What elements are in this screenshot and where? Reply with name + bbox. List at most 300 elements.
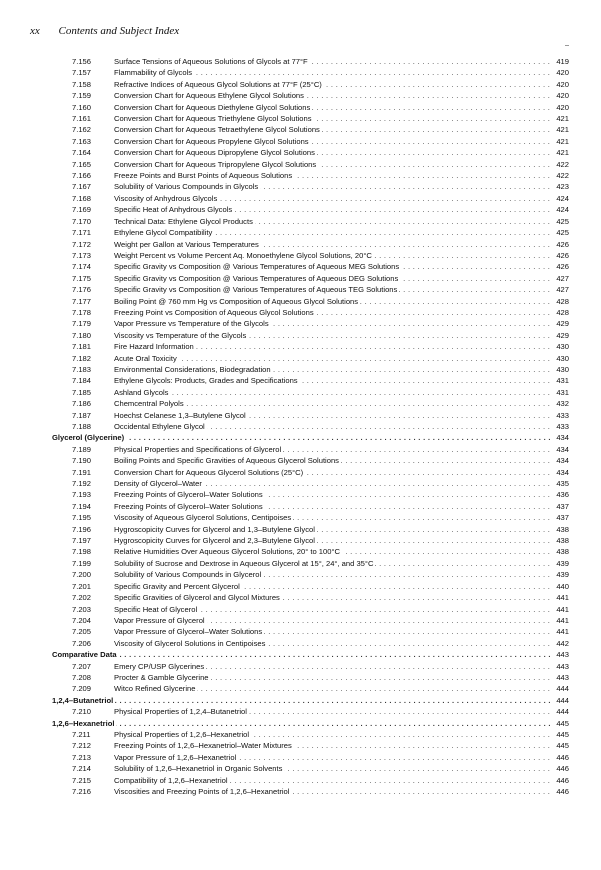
toc-entry bbox=[0, 261, 601, 272]
entry-number: 7.207 bbox=[72, 661, 92, 671]
entry-number: 7.168 bbox=[72, 193, 92, 203]
entry-title: Specific Gravities of Glycerol and Glycol Mixtures bbox=[114, 593, 280, 603]
entry-title: Surface Tensions of Aqueous Solutions of Glycols at 77°F bbox=[114, 57, 308, 66]
entry-title-leader bbox=[52, 432, 565, 443]
entry-page-number: 422 bbox=[553, 170, 569, 181]
entry-title-leader bbox=[114, 239, 565, 250]
entry-title-leader bbox=[114, 489, 565, 500]
entry-title: Conversion Chart for Aqueous Tripropylene Glycol Solutions bbox=[114, 159, 317, 169]
entry-title: Viscosity of Glycerol Solutions in Centipoises bbox=[114, 638, 266, 648]
entry-title: Viscosity vs Temperature of the Glycols bbox=[114, 330, 247, 340]
entry-title: Hygroscopicity Curves for Glycerol and 2,3–Butylene Glycol bbox=[114, 536, 315, 546]
toc-entry bbox=[0, 558, 601, 569]
entry-page-number: 421 bbox=[553, 136, 569, 147]
entry-number: 7.200 bbox=[72, 570, 92, 580]
entry-title-leader bbox=[114, 581, 565, 592]
entry-title: Weight per Gallon at Various Temperatures bbox=[114, 239, 259, 249]
entry-title: Technical Data: Ethylene Glycol Products bbox=[114, 216, 253, 226]
entry-number: 7.215 bbox=[72, 775, 92, 785]
entry-title: Boiling Point @ 760 mm Hg vs Composition of Aqueous Glycol Solutions bbox=[114, 296, 359, 306]
toc-entry bbox=[0, 421, 601, 432]
entry-title: Occidental Ethylene Glycol bbox=[114, 422, 205, 431]
entry-title-leader bbox=[114, 512, 565, 523]
entry-page-number: 434 bbox=[553, 432, 569, 443]
toc-entry bbox=[0, 90, 601, 101]
entry-number: 7.171 bbox=[72, 228, 92, 238]
entry-page-number: 439 bbox=[553, 558, 569, 569]
entry-title: Conversion Chart for Aqueous Propylene Glycol Solutions bbox=[114, 136, 309, 146]
entry-number: 7.189 bbox=[72, 444, 92, 454]
toc-entry bbox=[0, 489, 601, 500]
entry-number: 7.185 bbox=[72, 387, 92, 397]
entry-title: Freezing Points of Glycerol–Water Solutions bbox=[114, 490, 263, 500]
toc-entry bbox=[0, 592, 601, 603]
entry-number: 7.176 bbox=[72, 285, 92, 295]
toc-entry bbox=[0, 729, 601, 740]
toc-entry bbox=[0, 661, 601, 672]
entry-title: Comparative Data bbox=[52, 650, 117, 660]
entry-title-leader bbox=[114, 398, 565, 409]
entry-page-number: 430 bbox=[553, 364, 569, 375]
entry-number: 7.169 bbox=[72, 205, 92, 215]
entry-title: Viscosity of Anhydrous Glycols bbox=[114, 193, 218, 203]
entry-title-leader bbox=[114, 672, 565, 683]
entry-number: 7.174 bbox=[72, 262, 92, 272]
toc-entry bbox=[0, 387, 601, 398]
entry-number: 7.194 bbox=[72, 501, 92, 511]
entry-page-number: 446 bbox=[553, 763, 569, 774]
entry-title-leader bbox=[114, 752, 565, 763]
entry-number: 7.191 bbox=[72, 467, 92, 477]
entry-number: 7.161 bbox=[72, 114, 92, 124]
entry-title: Conversion Chart for Aqueous Triethylene Glycol Solutions bbox=[114, 114, 312, 124]
entry-page-number: 430 bbox=[553, 353, 569, 364]
entry-page-number: 435 bbox=[553, 478, 569, 489]
entry-title-leader bbox=[114, 683, 565, 694]
entry-title: Solubility of Various Compounds in Glycols bbox=[114, 182, 259, 192]
entry-title: Specific Gravity vs Composition @ Various Temperatures of Aqueous TEG Solutions bbox=[114, 285, 398, 295]
entry-title-leader bbox=[114, 569, 565, 580]
entry-page-number: 429 bbox=[553, 330, 569, 341]
toc-entry bbox=[0, 330, 601, 341]
entry-page-number: 421 bbox=[553, 147, 569, 158]
entry-title: Specific Heat of Anhydrous Glycols bbox=[114, 205, 233, 215]
entry-page-number: 441 bbox=[553, 626, 569, 637]
entry-number: 7.203 bbox=[72, 604, 92, 614]
entry-title-leader bbox=[52, 649, 565, 660]
entry-number: 7.173 bbox=[72, 250, 92, 260]
entry-number: 7.210 bbox=[72, 707, 92, 717]
entry-page-number: 441 bbox=[553, 592, 569, 603]
entry-page-number: 429 bbox=[553, 318, 569, 329]
entry-title-leader bbox=[114, 444, 565, 455]
entry-title-leader bbox=[114, 763, 565, 774]
entry-title: Chemcentral Polyols bbox=[114, 399, 184, 409]
entry-number: 7.178 bbox=[72, 307, 92, 317]
entry-page-number: 426 bbox=[553, 239, 569, 250]
entry-title-leader bbox=[114, 387, 565, 398]
entry-page-number: 421 bbox=[553, 124, 569, 135]
entry-title-leader bbox=[114, 364, 565, 375]
entry-title: Freezing Points of Glycerol–Water Solutions bbox=[114, 501, 263, 511]
toc-entry bbox=[0, 79, 601, 90]
entry-title: Fire Hazard Information bbox=[114, 342, 194, 352]
entry-page-number: 420 bbox=[553, 90, 569, 101]
header-title: Contents and Subject Index bbox=[58, 25, 180, 37]
toc-entry bbox=[0, 786, 601, 797]
entry-title: Specific Gravity vs Composition @ Various Temperatures of Aqueous DEG Solutions bbox=[114, 273, 399, 283]
entry-title-leader bbox=[114, 535, 565, 546]
toc-entry bbox=[0, 341, 601, 352]
entry-title-leader bbox=[114, 124, 565, 135]
entry-number: 7.180 bbox=[72, 330, 92, 340]
toc-entry bbox=[0, 410, 601, 421]
entry-title-leader bbox=[52, 695, 565, 706]
entry-title-leader bbox=[114, 136, 565, 147]
entry-page-number: 426 bbox=[553, 261, 569, 272]
entry-title: Compatibility of 1,2,6–Hexanetriol bbox=[114, 775, 228, 785]
toc-entry bbox=[0, 124, 601, 135]
entry-title-leader bbox=[114, 706, 565, 717]
entry-title: Freeze Points and Burst Points of Aqueous Solutions bbox=[114, 171, 293, 181]
toc-entry bbox=[0, 752, 601, 763]
entry-number: 7.212 bbox=[72, 741, 92, 751]
entry-title: Conversion Chart for Aqueous Ethylene Glycol Solutions bbox=[114, 91, 304, 101]
entry-title-leader bbox=[114, 102, 565, 113]
entry-title-leader bbox=[114, 353, 565, 364]
toc-entry bbox=[0, 102, 601, 113]
entry-title-leader bbox=[114, 638, 565, 649]
entry-page-number: 437 bbox=[553, 512, 569, 523]
entry-title-leader bbox=[114, 273, 565, 284]
entry-page-number: 434 bbox=[553, 444, 569, 455]
entry-title-leader bbox=[114, 501, 565, 512]
entry-page-number: 443 bbox=[553, 649, 569, 660]
entry-title: Ashland Glycols bbox=[114, 387, 169, 397]
toc-entry bbox=[0, 524, 601, 535]
entry-page-number: 437 bbox=[553, 501, 569, 512]
toc-entry bbox=[0, 318, 601, 329]
toc-entry bbox=[0, 501, 601, 512]
entry-page-number: 427 bbox=[553, 273, 569, 284]
entry-title: Ethylene Glycols: Products, Grades and Specifications bbox=[114, 376, 298, 386]
entry-page-number: 434 bbox=[553, 467, 569, 478]
toc-entry bbox=[0, 204, 601, 215]
entry-title-leader bbox=[114, 79, 565, 90]
entry-title-leader bbox=[114, 193, 565, 204]
entry-title-leader bbox=[114, 170, 565, 181]
entry-title-leader bbox=[114, 90, 565, 101]
entry-number: 7.184 bbox=[72, 376, 92, 386]
entry-page-number: 442 bbox=[553, 638, 569, 649]
entry-number: 7.208 bbox=[72, 672, 92, 682]
toc-entry bbox=[0, 512, 601, 523]
toc-entry bbox=[0, 740, 601, 751]
entry-page-number: 445 bbox=[553, 740, 569, 751]
entry-title: Density of Glycerol–Water bbox=[114, 479, 202, 489]
entry-number: 7.183 bbox=[72, 364, 92, 374]
entry-title-leader bbox=[114, 524, 565, 535]
toc-entry bbox=[0, 535, 601, 546]
entry-title: Vapor Pressure of Glycerol bbox=[114, 615, 205, 625]
toc-entry bbox=[0, 398, 601, 409]
entry-title-leader bbox=[114, 558, 565, 569]
entry-title-leader bbox=[114, 604, 565, 615]
entry-number: 7.196 bbox=[72, 524, 92, 534]
entry-page-number: 420 bbox=[553, 67, 569, 78]
toc-entry bbox=[0, 775, 601, 786]
toc-section-heading bbox=[0, 649, 601, 660]
entry-title-leader bbox=[114, 341, 565, 352]
entry-number: 7.162 bbox=[72, 125, 92, 135]
entry-number: 7.158 bbox=[72, 79, 92, 89]
toc-entry bbox=[0, 181, 601, 192]
entry-page-number: 446 bbox=[553, 786, 569, 797]
entry-page-number: 428 bbox=[553, 296, 569, 307]
entry-number: 7.206 bbox=[72, 638, 92, 648]
entry-page-number: 432 bbox=[553, 398, 569, 409]
entry-page-number: 444 bbox=[553, 683, 569, 694]
toc-entry bbox=[0, 581, 601, 592]
entry-page-number: 430 bbox=[553, 341, 569, 352]
entry-number: 7.163 bbox=[72, 136, 92, 146]
entry-title-leader bbox=[114, 147, 565, 158]
entry-title: Physical Properties of 1,2,4–Butanetriol bbox=[114, 707, 247, 717]
entry-title-leader bbox=[114, 786, 565, 797]
entry-title-leader bbox=[114, 478, 565, 489]
entry-title-leader bbox=[114, 615, 565, 626]
entry-title-leader bbox=[114, 307, 565, 318]
entry-title: Acute Oral Toxicity bbox=[114, 353, 177, 363]
toc-entry bbox=[0, 284, 601, 295]
toc-entry bbox=[0, 250, 601, 261]
entry-number: 7.170 bbox=[72, 216, 92, 226]
entry-title-leader bbox=[114, 204, 565, 215]
entry-page-number: 438 bbox=[553, 535, 569, 546]
entry-title-leader bbox=[114, 67, 565, 78]
entry-page-number: 422 bbox=[553, 159, 569, 170]
entry-page-number: 433 bbox=[553, 421, 569, 432]
entry-title: Solubility of Various Compounds in Glycerol bbox=[114, 570, 262, 580]
entry-page-number: 436 bbox=[553, 489, 569, 500]
entry-number: 7.179 bbox=[72, 319, 92, 329]
entry-title: Solubility of 1,2,6–Hexanetriol in Organic Solvents bbox=[114, 764, 283, 774]
toc-section-heading bbox=[0, 695, 601, 706]
toc-entry bbox=[0, 239, 601, 250]
toc-entry bbox=[0, 763, 601, 774]
margin-mark bbox=[565, 45, 569, 46]
entry-page-number: 426 bbox=[553, 250, 569, 261]
entry-number: 7.188 bbox=[72, 422, 92, 431]
entry-page-number: 443 bbox=[553, 661, 569, 672]
entry-number: 7.205 bbox=[72, 627, 92, 637]
toc-entry bbox=[0, 193, 601, 204]
entry-title: Ethylene Glycol Compatibility bbox=[114, 228, 213, 238]
entry-number: 7.192 bbox=[72, 479, 92, 489]
toc-section-heading bbox=[0, 432, 601, 443]
entry-number: 7.193 bbox=[72, 490, 92, 500]
entry-title-leader bbox=[114, 592, 565, 603]
entry-title-leader bbox=[114, 318, 565, 329]
toc-entry bbox=[0, 296, 601, 307]
entry-number: 7.177 bbox=[72, 296, 92, 306]
entry-page-number: 443 bbox=[553, 672, 569, 683]
entry-title-leader bbox=[114, 455, 565, 466]
toc-entry bbox=[0, 375, 601, 386]
entry-number: 7.204 bbox=[72, 615, 92, 625]
entry-number: 7.199 bbox=[72, 558, 92, 568]
toc-entry bbox=[0, 467, 601, 478]
entry-title: Weight Percent vs Volume Percent Aq. Monoethylene Glycol Solutions, 20°C bbox=[114, 250, 372, 260]
entry-number: 7.182 bbox=[72, 353, 92, 363]
entry-number: 7.198 bbox=[72, 547, 92, 557]
entry-title-leader bbox=[114, 330, 565, 341]
entry-title: Freezing Point vs Composition of Aqueous Glycol Solutions bbox=[114, 307, 314, 317]
toc-entry bbox=[0, 159, 601, 170]
entry-title: Physical Properties of 1,2,6–Hexanetriol bbox=[114, 729, 250, 739]
entry-title-leader bbox=[114, 113, 565, 124]
entry-title: Flammability of Glycols bbox=[114, 68, 193, 78]
toc-entry bbox=[0, 307, 601, 318]
entry-title-leader bbox=[52, 718, 565, 729]
entry-page-number: 439 bbox=[553, 569, 569, 580]
entry-number: 7.201 bbox=[72, 581, 92, 591]
entry-title-leader bbox=[114, 740, 565, 751]
entry-number: 7.157 bbox=[72, 68, 92, 78]
entry-title: Solubility of Sucrose and Dextrose in Aqueous Glycerol at 15°, 24°, and 35°C bbox=[114, 558, 374, 568]
toc-entry bbox=[0, 683, 601, 694]
entry-title: Vapor Pressure of 1,2,6–Hexanetriol bbox=[114, 752, 237, 762]
entry-title: Freezing Points of 1,2,6–Hexanetriol–Water Mixtures bbox=[114, 741, 292, 751]
entry-number: 7.160 bbox=[72, 102, 92, 112]
entry-number: 7.211 bbox=[72, 729, 91, 739]
entry-page-number: 428 bbox=[553, 307, 569, 318]
entry-page-number: 425 bbox=[553, 216, 569, 227]
entry-page-number: 431 bbox=[553, 375, 569, 386]
toc-entry bbox=[0, 706, 601, 717]
entry-number: 7.181 bbox=[72, 342, 92, 352]
entry-page-number: 440 bbox=[553, 581, 569, 592]
toc-entry bbox=[0, 136, 601, 147]
entry-title: Environmental Considerations, Biodegradation bbox=[114, 364, 271, 374]
entry-number: 7.166 bbox=[72, 171, 92, 181]
toc-list bbox=[0, 56, 601, 797]
entry-title-leader bbox=[114, 284, 565, 295]
entry-number: 7.214 bbox=[72, 764, 92, 774]
page-label: xx bbox=[30, 25, 40, 37]
toc-entry bbox=[0, 227, 601, 238]
entry-number: 7.186 bbox=[72, 399, 92, 409]
entry-title-leader bbox=[114, 467, 565, 478]
entry-number: 7.213 bbox=[72, 752, 92, 762]
toc-entry bbox=[0, 615, 601, 626]
toc-entry bbox=[0, 444, 601, 455]
toc-entry bbox=[0, 672, 601, 683]
entry-title: Relative Humidities Over Aqueous Glycerol Solutions, 20° to 100°C bbox=[114, 547, 340, 557]
entry-title-leader bbox=[114, 216, 565, 227]
entry-number: 7.159 bbox=[72, 91, 92, 101]
entry-title-leader bbox=[114, 775, 565, 786]
toc-entry bbox=[0, 364, 601, 375]
entry-title: Hygroscopicity Curves for Glycerol and 1,3–Butylene Glycol bbox=[114, 524, 315, 534]
entry-title: Glycerol (Glycerine) bbox=[52, 433, 125, 443]
entry-page-number: 441 bbox=[553, 604, 569, 615]
entry-number: 7.165 bbox=[72, 159, 92, 169]
entry-title: Conversion Chart for Aqueous Glycerol Solutions (25°C) bbox=[114, 467, 304, 477]
toc-entry bbox=[0, 604, 601, 615]
entry-page-number: 424 bbox=[553, 193, 569, 204]
toc-entry bbox=[0, 455, 601, 466]
entry-page-number: 444 bbox=[553, 695, 569, 706]
toc-entry bbox=[0, 638, 601, 649]
toc-entry bbox=[0, 626, 601, 637]
entry-title: Viscosities and Freezing Points of 1,2,6–Hexanetriol bbox=[114, 787, 290, 796]
entry-title: Specific Heat of Glycerol bbox=[114, 604, 198, 614]
toc-entry bbox=[0, 56, 601, 67]
entry-page-number: 446 bbox=[553, 752, 569, 763]
entry-number: 7.195 bbox=[72, 513, 92, 523]
entry-title: Procter & Gamble Glycerine bbox=[114, 672, 209, 682]
entry-page-number: 427 bbox=[553, 284, 569, 295]
entry-title-leader bbox=[114, 227, 565, 238]
entry-title: Conversion Chart for Aqueous Tetraethylene Glycol Solutions bbox=[114, 125, 320, 135]
toc-entry bbox=[0, 67, 601, 78]
entry-title-leader bbox=[114, 296, 565, 307]
entry-page-number: 423 bbox=[553, 181, 569, 192]
entry-title: Vapor Pressure of Glycerol–Water Solutions bbox=[114, 627, 263, 637]
entry-title-leader bbox=[114, 661, 565, 672]
entry-number: 7.209 bbox=[72, 684, 92, 694]
entry-page-number: 425 bbox=[553, 227, 569, 238]
entry-number: 7.164 bbox=[72, 148, 92, 158]
entry-title-leader bbox=[114, 159, 565, 170]
entry-title: Conversion Chart for Aqueous Dipropylene Glycol Solutions bbox=[114, 148, 315, 158]
entry-title: Specific Gravity vs Composition @ Various Temperatures of Aqueous MEG Solutions bbox=[114, 262, 400, 272]
entry-page-number: 420 bbox=[553, 102, 569, 113]
entry-page-number: 420 bbox=[553, 79, 569, 90]
entry-page-number: 433 bbox=[553, 410, 569, 421]
entry-title-leader bbox=[114, 729, 565, 740]
entry-title-leader bbox=[114, 546, 565, 557]
entry-title-leader bbox=[114, 375, 565, 386]
entry-page-number: 438 bbox=[553, 546, 569, 557]
entry-page-number: 421 bbox=[553, 113, 569, 124]
entry-number: 7.175 bbox=[72, 273, 92, 283]
running-header bbox=[30, 25, 179, 37]
entry-title-leader bbox=[114, 250, 565, 261]
entry-number: 7.187 bbox=[72, 410, 92, 420]
entry-number: 7.156 bbox=[72, 57, 92, 66]
entry-number: 7.172 bbox=[72, 239, 92, 249]
entry-title: Vapor Pressure vs Temperature of the Glycols bbox=[114, 319, 269, 329]
entry-page-number: 441 bbox=[553, 615, 569, 626]
toc-entry bbox=[0, 546, 601, 557]
entry-page-number: 424 bbox=[553, 204, 569, 215]
entry-title: Emery CP/USP Glycerines bbox=[114, 661, 205, 671]
entry-title-leader bbox=[114, 56, 565, 67]
entry-title: Hoechst Celanese 1,3–Butylene Glycol bbox=[114, 410, 246, 420]
entry-title-leader bbox=[114, 421, 565, 432]
entry-title: 1,2,4–Butanetriol bbox=[52, 695, 114, 705]
entry-title: Conversion Chart for Aqueous Diethylene Glycol Solutions bbox=[114, 102, 311, 112]
entry-number: 7.216 bbox=[72, 787, 92, 796]
toc-entry bbox=[0, 353, 601, 364]
toc-entry bbox=[0, 569, 601, 580]
entry-title: Viscosity of Aqueous Glycerol Solutions, Centipoises bbox=[114, 513, 292, 523]
entry-page-number: 444 bbox=[553, 706, 569, 717]
entry-number: 7.190 bbox=[72, 456, 92, 466]
entry-title: Witco Refined Glycerine bbox=[114, 684, 196, 694]
